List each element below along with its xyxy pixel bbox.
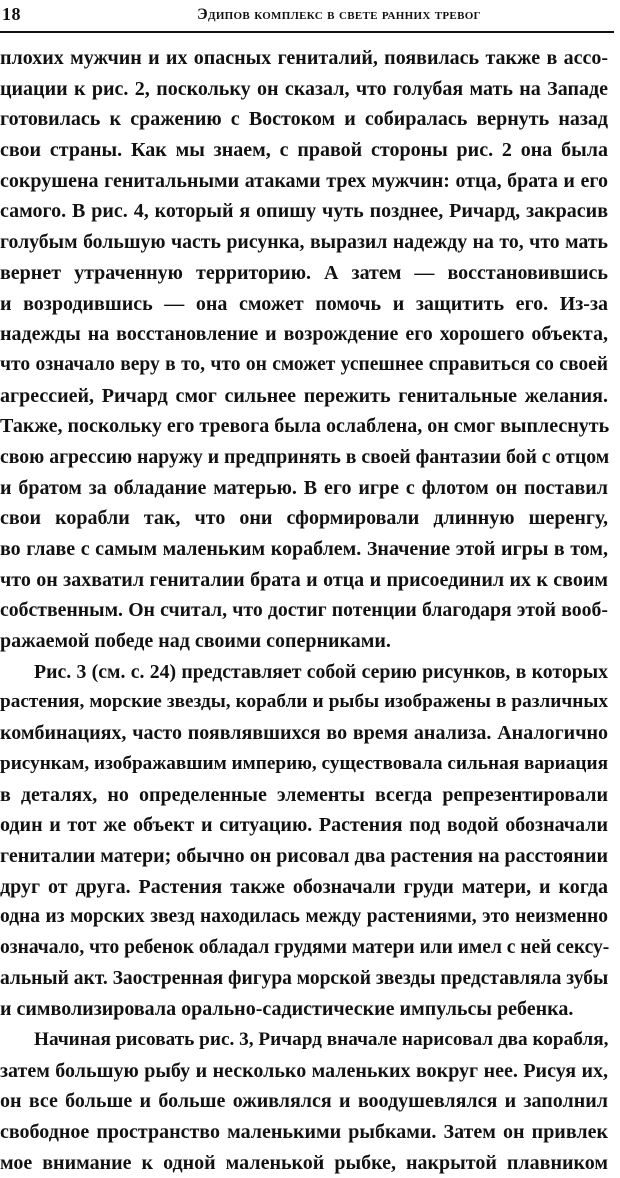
text-line: во главе с самым маленьким кораблем. Значение этой игры в том, [0,538,608,560]
text-line: вернет утраченную территорию. А затем — восстановившись [0,261,608,284]
text-line: один и тот же объект и ситуацию. Растения под водой обозначали [0,814,608,837]
text-line: голубым большую часть рисунка, выразил надежду на то, что мать [0,231,608,254]
text-line: что он захватил гениталии брата и отца и присоединил их к своим [0,568,608,591]
text-line: рисункам, изображавшим империю, существовала сильная вариация [0,752,608,774]
running-head [2,3,614,25]
text-line: мое внимание к одной маленькой рыбке, накрытой плавником [0,1151,608,1174]
text-line: циации к рис. 2, поскольку он сказал, что голубая мать на Западе [0,77,608,100]
text-line: плохих мужчин и их опасных гениталий, появилась также в ассо- [0,47,608,69]
text-line: он все больше и больше оживлялся и воодушевлялся и заполнил [0,1090,608,1113]
text-line: и символизировала орально-садистические импульсы ребенка. [0,998,574,1021]
paragraph-first-line: Рис. 3 (см. с. 24) представляет собой серию рисунков, в которых [34,660,608,683]
text-line: одна из морских звезд находилась между растениями, это неизменно [0,906,608,928]
text-line: что означало веру в то, что он сможет успешнее справиться со своей [0,353,608,375]
text-line: собственным. Он считал, что достиг потенции благодаря этой вооб- [0,599,608,622]
text-line: гениталии матери; обычно он рисовал два растения на расстоянии [0,844,608,867]
text-line: затем большую рыбу и несколько маленьких вокруг нее. Рисуя их, [0,1059,608,1082]
running-title: Эдипов комплекс в свете ранних тревог [197,6,481,23]
paragraph-first-line: Начиная рисовать рис. 3, Ричард вначале нарисовал два корабля, [34,1029,609,1050]
text-line: сокрушена генитальными атаками трех мужчин: отца, брата и его [0,169,608,192]
text-line: свою агрессию наружу и предпринять в своей фантазии бой с отцом [0,445,610,468]
text-line: и братом за обладание матерью. В его игре с флотом он поставил [0,476,608,499]
text-line: агрессией, Ричард смог сильнее пережить генитальные желания. [0,384,608,407]
text-line: свои страны. Как мы знаем, с правой стороны рис. 2 она была [0,139,608,162]
page-number: 18 [2,4,21,24]
text-line: свободное пространство маленькими рыбками. Затем он привлек [0,1121,608,1144]
text-line: готовилась к сражению с Востоком и собиралась вернуть назад [0,108,608,131]
text-line: означало, что ребенок обладал грудями матери или имел с ней сексу- [0,936,610,958]
text-line: в деталях, но определенные элементы всегда репрезентировали [0,783,608,806]
header-rule [0,31,614,33]
text-line: свои корабли так, что они сформировали длинную шеренгу, [0,507,608,530]
text-line: ражаемой победе над своими соперниками. [0,630,391,653]
text-line: и возродившись — она сможет помочь и защитить его. Из-за [0,292,608,315]
text-line: надежды на восстановление и возрождение его хорошего объекта, [0,323,608,346]
text-line: альный акт. Заостренная фигура морской звезды представляла зубы [0,967,609,989]
text-line: растения, морские звезды, корабли и рыбы изображены в различных [0,691,608,713]
body-text [0,43,608,1178]
text-line: Также, поскольку его тревога была ослаблена, он смог выплеснуть [0,415,610,438]
text-line: комбинациях, часто появлявшихся во время анализа. Аналогично [0,722,608,745]
text-line: самого. В рис. 4, который я опишу чуть позднее, Ричард, закрасив [0,200,608,223]
text-line: друг от друга. Растения также обозначали груди матери, и когда [0,875,608,898]
